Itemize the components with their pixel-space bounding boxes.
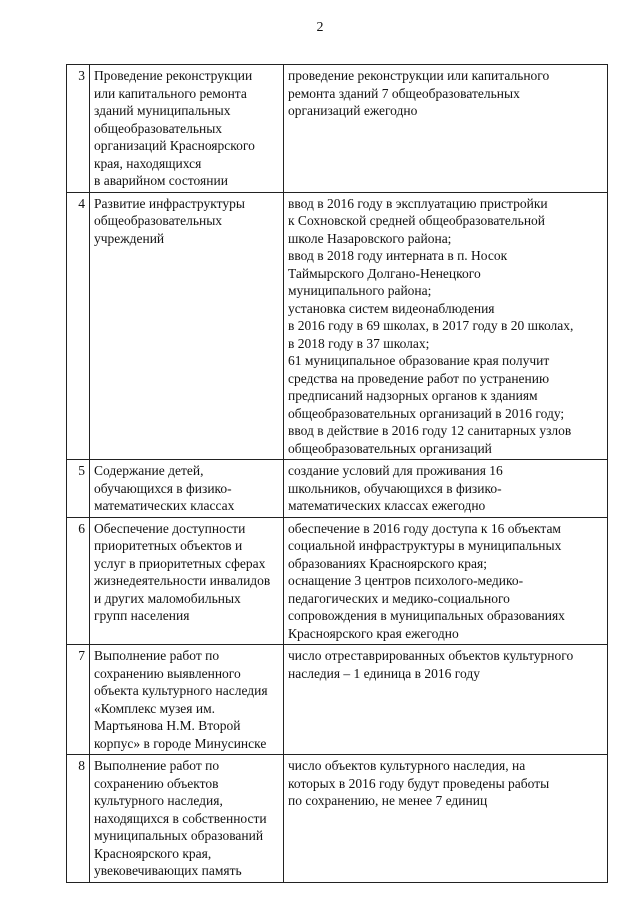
objective-line: приоритетных объектов и (94, 538, 243, 553)
objective-line: и других маломобильных (94, 590, 241, 606)
result-line: к Сохновской средней общеобразовательной (288, 213, 546, 228)
result-line: обеспечение в 2016 году доступа к 16 объектам (288, 520, 561, 536)
table-row (67, 645, 608, 755)
row-number: 8 (67, 755, 90, 883)
objective-line: Красноярского края, (94, 845, 212, 861)
result-line: социальной инфраструктуры в муниципальных (288, 538, 562, 553)
objective-line: Мартьянова Н.М. Второй (94, 718, 241, 733)
objective-line: обучающихся в физико- (94, 480, 232, 496)
result-line: Красноярского края ежегодно (288, 625, 459, 641)
result-line: средства на проведение работ по устранению (288, 370, 550, 386)
result-line: ввод в действие в 2016 году 12 санитарных узлов (288, 423, 572, 438)
objective-line: объекта культурного наследия (94, 683, 268, 698)
objective-line: учреждений (94, 230, 165, 246)
row-number: 7 (67, 645, 90, 755)
objective-line: услуг в приоритетных сферах (94, 555, 266, 571)
objective-line: Развитие инфраструктуры (94, 195, 245, 211)
result-cell (284, 460, 608, 518)
objective-line: сохранению выявленного (94, 665, 241, 681)
objective-cell (90, 192, 284, 460)
result-line: проведение реконструкции или капитального (288, 68, 550, 83)
row-number: 4 (67, 192, 90, 460)
row-number: 6 (67, 517, 90, 645)
result-line: установка систем видеонаблюдения (288, 300, 495, 316)
objective-cell (90, 645, 284, 755)
row-number: 3 (67, 65, 90, 193)
result-line: Таймырского Долгано-Ненецкого (288, 265, 481, 281)
result-line: муниципального района; (288, 283, 432, 298)
result-line: школе Назаровского района; (288, 230, 452, 246)
result-line: число объектов культурного наследия, на (288, 758, 526, 773)
result-line: образованиях Красноярского края; (288, 555, 487, 571)
objective-line: Обеспечение доступности (94, 520, 246, 536)
result-line: которых в 2016 году будут проведены работы (288, 775, 550, 791)
result-line: школьников, обучающихся в физико- (288, 480, 502, 496)
row-number: 5 (67, 460, 90, 518)
table-row (67, 755, 608, 883)
result-line: по сохранению, не менее 7 единиц (288, 793, 488, 808)
objective-line: «Комплекс музея им. (94, 700, 216, 716)
result-cell (284, 645, 608, 755)
objective-line: культурного наследия, (94, 793, 223, 808)
objective-line: сохранению объектов (94, 775, 219, 791)
objective-line: общеобразовательных (94, 120, 223, 136)
table-row (67, 460, 608, 518)
objective-line: жизнедеятельности инвалидов (94, 573, 271, 588)
result-cell (284, 65, 608, 193)
result-line: 61 муниципальное образование края получит (288, 353, 550, 368)
objective-line: края, находящихся (94, 155, 202, 171)
result-line: математических классах ежегодно (288, 498, 486, 513)
result-line: оснащение 3 центров психолого-медико- (288, 573, 524, 588)
objective-line: или капитального ремонта (94, 85, 247, 101)
result-cell (284, 517, 608, 645)
result-line: создание условий для проживания 16 (288, 463, 503, 478)
result-line: ввод в 2016 году в эксплуатацию пристройки (288, 195, 548, 211)
objective-cell (90, 517, 284, 645)
page-number: 2 (316, 20, 324, 35)
result-line: общеобразовательных организаций в 2016 году; (288, 405, 565, 421)
objective-line: Выполнение работ по (94, 758, 220, 773)
result-line: предписаний надзорных органов к зданиям (288, 388, 538, 403)
objective-line: общеобразовательных (94, 213, 223, 228)
objective-line: Выполнение работ по (94, 648, 220, 663)
result-cell (284, 755, 608, 883)
result-line: ремонта зданий 7 общеобразовательных (288, 85, 520, 101)
objective-line: в аварийном состоянии (94, 173, 228, 188)
objective-line: зданий муниципальных (94, 103, 231, 118)
table-row (67, 65, 608, 193)
result-cell (284, 192, 608, 460)
objective-line: математических классах (94, 498, 235, 513)
result-line: педагогических и медико-социального (288, 590, 510, 606)
result-line: общеобразовательных организаций (288, 440, 492, 456)
objective-cell (90, 460, 284, 518)
result-line: в 2018 году в 37 школах; (288, 335, 430, 351)
objective-line: находящихся в собственности (94, 810, 267, 826)
table-row (67, 192, 608, 460)
result-line: организаций ежегодно (288, 103, 418, 118)
objective-line: увековечивающих память (94, 863, 242, 878)
objective-line: организаций Красноярского (94, 138, 255, 153)
objective-cell (90, 755, 284, 883)
result-line: наследия – 1 единица в 2016 году (288, 665, 480, 681)
objective-line: корпус» в городе Минусинске (94, 735, 267, 751)
result-line: число отреставрированных объектов культурного (288, 648, 574, 663)
objective-line: Содержание детей, (94, 463, 204, 478)
objective-line: Проведение реконструкции (94, 68, 253, 83)
objective-line: муниципальных образований (94, 828, 264, 843)
result-line: сопровождения в муниципальных образованиях (288, 608, 565, 623)
objective-cell (90, 65, 284, 193)
result-line: в 2016 году в 69 школах, в 2017 году в 20 школах, (288, 318, 574, 333)
table-row (67, 517, 608, 645)
objective-line: групп населения (94, 608, 190, 623)
measures-table (66, 64, 608, 883)
result-line: ввод в 2018 году интерната в п. Носок (288, 248, 508, 263)
